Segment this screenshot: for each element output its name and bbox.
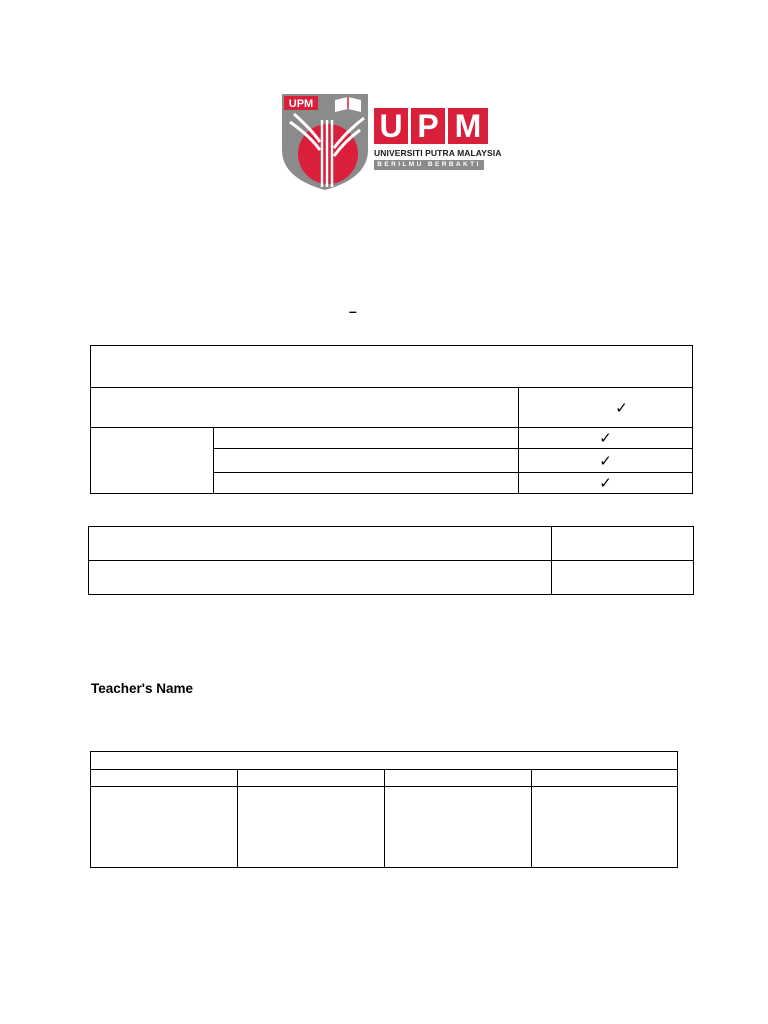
table-cell [214,428,519,449]
table-cell [214,473,519,494]
grid-table [90,751,678,868]
table-cell [91,752,678,770]
wordmark-letter: P [411,108,445,144]
table-cell [385,770,532,787]
table-cell [91,770,238,787]
table-cell [89,561,552,595]
check-mark-icon: ✓ [519,428,693,449]
table-cell [238,787,385,868]
table-cell [385,787,532,868]
table-cell [532,787,678,868]
table-cell [238,770,385,787]
table-cell [91,428,214,494]
table-cell [91,388,519,428]
wordmark-letter: U [374,108,408,144]
check-mark-icon: ✓ [519,388,693,428]
wordmark [374,108,502,170]
wordmark-letter: M [448,108,488,144]
table-cell [89,527,552,561]
title-dash: – [349,303,357,319]
table-cell [532,770,678,787]
check-mark-icon: ✓ [519,473,693,494]
table-cell [91,346,693,388]
svg-text:UPM: UPM [288,98,314,110]
teacher-name-label: Teacher's Name [91,681,194,696]
university-motto: BERILMU BERBAKTI [374,160,484,170]
summary-table [88,526,694,595]
university-name: UNIVERSITI PUTRA MALAYSIA [374,148,502,158]
info-table [90,345,693,494]
table-cell [91,787,238,868]
table-cell [214,449,519,473]
check-mark-icon: ✓ [519,449,693,473]
table-cell [552,561,694,595]
table-cell [552,527,694,561]
